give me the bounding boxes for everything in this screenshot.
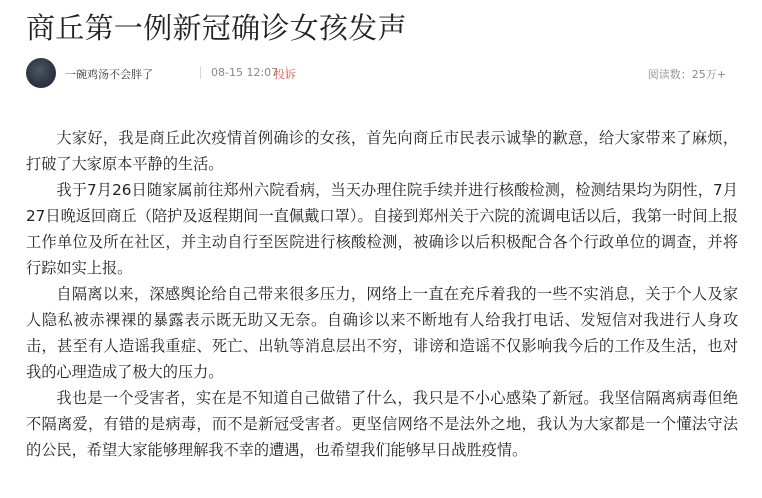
report-link[interactable]: 投诉 (274, 68, 296, 81)
article-title: 商丘第一例新冠确诊女孩发声 (26, 11, 407, 45)
article-paragraph: 我也是一个受害者，实在是不知道自己做错了什么，我只是不小心感染了新冠。我坚信隔离病毒但绝不隔离爱，有错的是病毒，而不是新冠受害者。更坚信网络不是法外之地，我认为大家都是一个懂法守法的公民，希望大家能够理解我不幸的遭遇，也希望我们能够早日战胜疫情。 (26, 389, 738, 459)
avatar[interactable] (26, 58, 56, 88)
publish-date: 08-15 12:07 (211, 66, 279, 79)
author-name[interactable]: 一碗鸡汤不会胖了 (65, 68, 153, 81)
meta-divider (200, 66, 201, 79)
article-meta (26, 58, 738, 88)
article-paragraph: 大家好，我是商丘此次疫情首例确诊的女孩，首先向商丘市民表示诚挚的歉意，给大家带来了麻烦，打破了大家原本平静的生活。 (26, 129, 738, 173)
article-body (26, 125, 738, 463)
article-paragraph: 自隔离以来，深感舆论给自己带来很多压力，网络上一直在充斥着我的一些不实消息，关于个人及家人隐私被赤裸裸的暴露表示既无助又无奈。自确诊以来不断地有人给我打电话、发短信对我进行人身攻击，甚至有人造谣我重症、死亡、出轨等消息层出不穷，诽谤和造谣不仅影响我今后的工作及生活，也对我的心理造成了极大的压力。 (26, 285, 738, 381)
article-paragraph: 我于7月26日随家属前往郑州六院看病，当天办理住院手续并进行核酸检测，检测结果均为阴性，7月27日晚返回商丘（陪护及返程期间一直佩戴口罩）。自接到郑州关于六院的流调电话以后，我第一时间上报工作单位及所在社区，并主动自行至医院进行核酸检测，被确诊以后积极配合各个行政单位的调查，并将行踪如实上报。 (26, 181, 738, 277)
read-count: 阅读数：25万+ (647, 68, 726, 81)
